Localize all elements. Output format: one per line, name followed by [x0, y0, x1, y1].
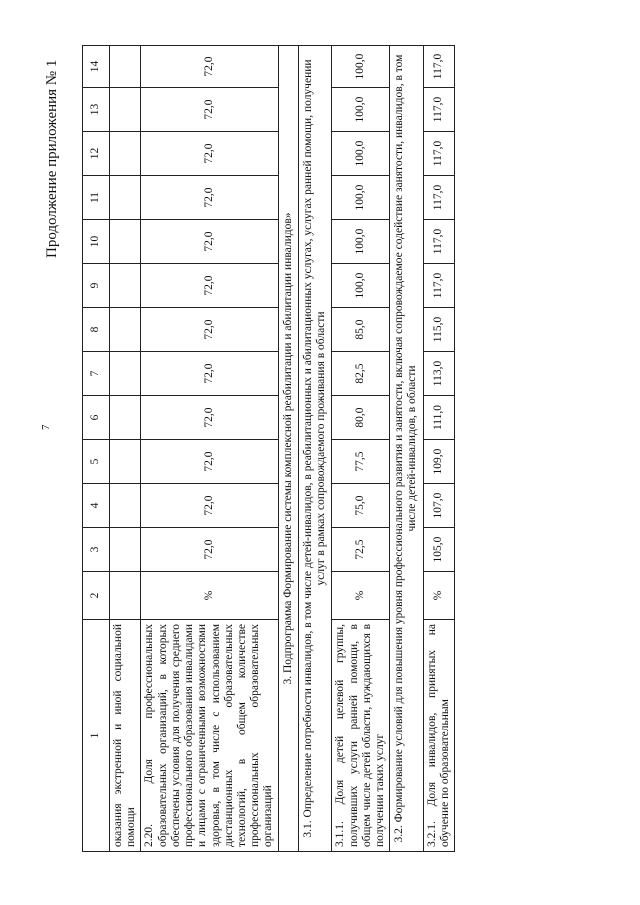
unit-cell: % — [141, 572, 278, 620]
value-cell: 117,0 — [423, 220, 454, 264]
value-cell: 117,0 — [423, 46, 454, 88]
unit-cell: % — [332, 572, 390, 620]
value-cell: 117,0 — [423, 88, 454, 132]
col-header: 1 — [83, 620, 110, 852]
value-cell: 72,5 — [332, 528, 390, 572]
col-header: 4 — [83, 484, 110, 528]
col-header: 10 — [83, 220, 110, 264]
value-cell: 115,0 — [423, 308, 454, 352]
col-header: 9 — [83, 264, 110, 308]
section-row — [390, 46, 423, 852]
col-header: 5 — [83, 440, 110, 484]
value-cell: 107,0 — [423, 484, 454, 528]
section-row — [298, 46, 331, 852]
value-cell: 85,0 — [332, 308, 390, 352]
value-cell — [110, 220, 141, 264]
value-cell: 100,0 — [332, 46, 390, 88]
value-cell — [110, 528, 141, 572]
value-cell: 80,0 — [332, 396, 390, 440]
value-cell — [110, 308, 141, 352]
value-cell: 72,0 — [141, 88, 278, 132]
section-title: 3. Подпрограмма Формирование системы комплексной реабилитации и абилитации инвалидов» — [278, 46, 298, 852]
value-cell: 72,0 — [141, 308, 278, 352]
value-cell: 113,0 — [423, 352, 454, 396]
table-row — [110, 46, 141, 852]
value-cell: 72,0 — [141, 440, 278, 484]
value-cell: 100,0 — [332, 88, 390, 132]
table-row — [141, 46, 278, 852]
col-header: 14 — [83, 46, 110, 88]
value-cell: 100,0 — [332, 220, 390, 264]
section-row — [278, 46, 298, 852]
value-cell — [110, 132, 141, 176]
subsection-title: 3.1. Определение потребности инвалидов, в том числе детей-инвалидов, в реабилитационных и абилитационных услугах, услугах ранней помощи, получении услуг в рамках сопровождаемого проживания в области — [298, 46, 331, 852]
value-cell: 75,0 — [332, 484, 390, 528]
table-row — [423, 46, 454, 852]
value-cell: 117,0 — [423, 132, 454, 176]
value-cell: 72,0 — [141, 352, 278, 396]
value-cell: 77,5 — [332, 440, 390, 484]
value-cell: 82,5 — [332, 352, 390, 396]
value-cell: 72,0 — [141, 528, 278, 572]
indicator-label: 3.2.1. Доля инвалидов, принятых на обучение по образовательным — [423, 620, 454, 852]
value-cell — [110, 88, 141, 132]
col-header: 3 — [83, 528, 110, 572]
col-header: 8 — [83, 308, 110, 352]
unit-cell — [110, 572, 141, 620]
value-cell: 72,0 — [141, 220, 278, 264]
col-header: 11 — [83, 176, 110, 220]
page-number: 7 — [40, 424, 52, 430]
col-header: 7 — [83, 352, 110, 396]
value-cell: 72,0 — [141, 264, 278, 308]
value-cell: 100,0 — [332, 132, 390, 176]
value-cell: 72,0 — [141, 46, 278, 88]
unit-cell: % — [423, 572, 454, 620]
indicators-table — [82, 45, 455, 852]
value-cell — [110, 176, 141, 220]
value-cell: 117,0 — [423, 264, 454, 308]
value-cell — [110, 396, 141, 440]
col-header: 13 — [83, 88, 110, 132]
value-cell — [110, 440, 141, 484]
value-cell: 100,0 — [332, 264, 390, 308]
value-cell: 111,0 — [423, 396, 454, 440]
annex-title: Продолжение приложения № 1 — [44, 59, 60, 258]
value-cell — [110, 46, 141, 88]
value-cell — [110, 264, 141, 308]
header-row — [83, 46, 110, 852]
indicator-label: оказания экстренной и иной социальной помощи — [110, 620, 141, 852]
indicator-label: 3.1.1. Доля детей целевой группы, получивших услуги ранней помощи, в общем числе детей области, нуждающихся в получении таких услуг — [332, 620, 390, 852]
value-cell: 72,0 — [141, 396, 278, 440]
value-cell: 72,0 — [141, 484, 278, 528]
value-cell — [110, 484, 141, 528]
value-cell: 100,0 — [332, 176, 390, 220]
col-header: 6 — [83, 396, 110, 440]
value-cell: 109,0 — [423, 440, 454, 484]
value-cell — [110, 352, 141, 396]
value-cell: 117,0 — [423, 176, 454, 220]
value-cell: 72,0 — [141, 132, 278, 176]
table-row — [332, 46, 390, 852]
rotated-table-container — [82, 47, 615, 852]
subsection-title: 3.2. Формирование условий для повышения уровня профессионального развития и занятости, включая сопровождаемое содействие занятости, инвалидов, в том числе детей-инвалидов, в области — [390, 46, 423, 852]
indicator-label: 2.20. Доля профессиональных образовательных организаций, в которых обеспечены условия для получения среднего профессионального образования инвалидами и лицами с ограниченными возможностями здоровья, в том числе с использованием дистанционных образовательных технологий, в общем количестве профессиональных образовательных организаций — [141, 620, 278, 852]
col-header: 2 — [83, 572, 110, 620]
value-cell: 105,0 — [423, 528, 454, 572]
col-header: 12 — [83, 132, 110, 176]
value-cell: 72,0 — [141, 176, 278, 220]
